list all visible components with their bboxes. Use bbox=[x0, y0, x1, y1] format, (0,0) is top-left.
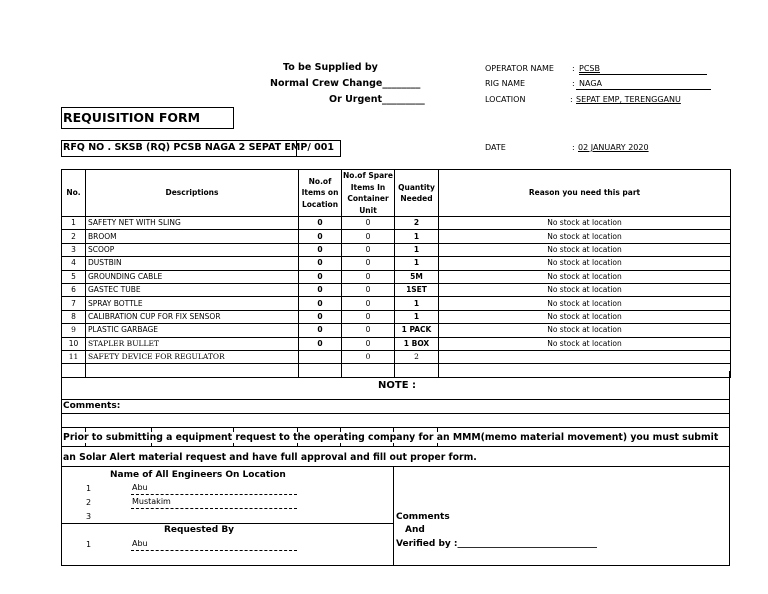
row-no: 7 bbox=[62, 297, 86, 310]
row-desc: STAPLER BULLET bbox=[86, 337, 299, 350]
row-loc: 0 bbox=[299, 230, 342, 243]
supply-line-1: To be Supplied by bbox=[283, 62, 378, 73]
row-desc: SPRAY BOTTLE bbox=[86, 297, 299, 310]
row-spare: 0 bbox=[342, 337, 395, 350]
verify-line-2: And bbox=[405, 525, 425, 535]
row-no: 1 bbox=[62, 217, 86, 230]
note-label: NOTE : bbox=[378, 380, 417, 391]
row-desc: PLASTIC GARBAGE bbox=[86, 324, 299, 337]
table-row bbox=[62, 310, 731, 323]
instruction-line-1: Prior to submitting a equipment request to the operating company for an MMM(memo material movement) you must submit bbox=[63, 432, 719, 443]
row-no: 3 bbox=[62, 243, 86, 256]
row-spare: 0 bbox=[342, 297, 395, 310]
table-row bbox=[62, 257, 731, 270]
comments-bottom-line bbox=[61, 413, 730, 414]
row-loc: 0 bbox=[299, 257, 342, 270]
row-desc: GASTEC TUBE bbox=[86, 283, 299, 296]
form-title-box bbox=[61, 107, 234, 129]
location-colon: : bbox=[570, 95, 573, 104]
table-row bbox=[62, 270, 731, 283]
row-qty: 2 bbox=[395, 217, 439, 230]
verify-line-1: Comments bbox=[396, 512, 450, 522]
row-spare: 0 bbox=[342, 230, 395, 243]
operator-underline bbox=[579, 74, 707, 75]
row-qty: 1 bbox=[395, 230, 439, 243]
row-desc: GROUNDING CABLE bbox=[86, 270, 299, 283]
row-reason: No stock at location bbox=[439, 243, 731, 256]
row-desc: SAFETY DEVICE FOR REGULATOR bbox=[86, 350, 299, 363]
location-label: LOCATION bbox=[485, 95, 526, 104]
rfq-number: RFQ NO . SKSB (RQ) PCSB NAGA 2 SEPAT EMP/ 001 bbox=[63, 142, 334, 153]
row-spare: 0 bbox=[342, 350, 395, 363]
operator-colon: : bbox=[572, 64, 575, 73]
row-loc: 0 bbox=[299, 337, 342, 350]
frame-left bbox=[61, 371, 62, 565]
table-row bbox=[62, 230, 731, 243]
row-loc: 0 bbox=[299, 324, 342, 337]
engineer-no: 1 bbox=[86, 484, 92, 493]
engineer-no: 3 bbox=[86, 512, 92, 521]
row-spare: 0 bbox=[342, 217, 395, 230]
frame-bottom bbox=[61, 565, 730, 566]
col-header-desc: Descriptions bbox=[86, 170, 299, 217]
row-spare: 0 bbox=[342, 270, 395, 283]
operator-value: PCSB bbox=[579, 64, 600, 73]
engineer-line bbox=[131, 494, 297, 495]
row-spare: 0 bbox=[342, 257, 395, 270]
form-title: REQUISITION FORM bbox=[63, 110, 201, 125]
row-qty: 1 bbox=[395, 310, 439, 323]
row-reason: No stock at location bbox=[439, 283, 731, 296]
row-desc: CALIBRATION CUP FOR FIX SENSOR bbox=[86, 310, 299, 323]
requested-heading: Requested By bbox=[164, 525, 235, 535]
date-value: 02 JANUARY 2020 bbox=[578, 143, 649, 152]
row-loc: 0 bbox=[299, 243, 342, 256]
verify-line-3: Verified by :_______________________________ bbox=[396, 539, 597, 549]
instruction-line-1-bottom bbox=[61, 446, 730, 447]
rig-underline bbox=[576, 89, 711, 90]
row-no: 2 bbox=[62, 230, 86, 243]
table-row bbox=[62, 283, 731, 296]
frame-right bbox=[729, 371, 730, 565]
row-no: 11 bbox=[62, 350, 86, 363]
row-loc bbox=[299, 350, 342, 363]
row-spare: 0 bbox=[342, 324, 395, 337]
row-spare: 0 bbox=[342, 283, 395, 296]
section-divider bbox=[393, 466, 394, 565]
row-reason: No stock at location bbox=[439, 297, 731, 310]
row-reason: No stock at location bbox=[439, 324, 731, 337]
row-reason: No stock at location bbox=[439, 310, 731, 323]
row-no: 9 bbox=[62, 324, 86, 337]
col-header-reason: Reason you need this part bbox=[439, 170, 731, 217]
row-reason bbox=[439, 350, 731, 363]
operator-label: OPERATOR NAME bbox=[485, 64, 554, 73]
table-row bbox=[62, 350, 731, 363]
engineer-name: Abu bbox=[132, 483, 148, 492]
row-loc: 0 bbox=[299, 297, 342, 310]
table-row bbox=[62, 337, 731, 350]
table-row bbox=[62, 324, 731, 337]
row-no: 5 bbox=[62, 270, 86, 283]
row-qty: 1 BOX bbox=[395, 337, 439, 350]
row-desc: DUSTBIN bbox=[86, 257, 299, 270]
table-header-row bbox=[62, 170, 731, 217]
row-desc: SCOOP bbox=[86, 243, 299, 256]
row-qty: 1 bbox=[395, 297, 439, 310]
row-spare: 0 bbox=[342, 310, 395, 323]
row-desc: SAFETY NET WITH SLING bbox=[86, 217, 299, 230]
row-no: 6 bbox=[62, 283, 86, 296]
date-colon: : bbox=[572, 143, 575, 152]
row-loc: 0 bbox=[299, 283, 342, 296]
col-header-items-location: No.of Items on Location bbox=[299, 170, 342, 217]
row-reason: No stock at location bbox=[439, 270, 731, 283]
rig-label: RIG NAME bbox=[485, 79, 526, 88]
row-qty: 1SET bbox=[395, 283, 439, 296]
table-row-empty bbox=[62, 364, 731, 377]
supply-line-3: Or Urgent_________ bbox=[329, 94, 425, 105]
row-spare: 0 bbox=[342, 243, 395, 256]
row-loc: 0 bbox=[299, 310, 342, 323]
table-row bbox=[62, 243, 731, 256]
col-header-no: No. bbox=[62, 170, 86, 217]
rig-value: NAGA bbox=[579, 79, 602, 88]
engineer-line bbox=[131, 508, 297, 509]
items-table bbox=[61, 169, 731, 378]
row-reason: No stock at location bbox=[439, 217, 731, 230]
instruction-line-2-bottom bbox=[61, 466, 730, 467]
requested-no: 1 bbox=[86, 540, 92, 549]
engineer-no: 2 bbox=[86, 498, 92, 507]
col-header-spare: No.of Spare Items In Container Unit bbox=[343, 171, 393, 215]
table-row bbox=[62, 217, 731, 230]
comments-label: Comments: bbox=[63, 401, 121, 411]
row-no: 4 bbox=[62, 257, 86, 270]
col-header-qty: Quantity Needed bbox=[395, 170, 439, 217]
row-qty: 5M bbox=[395, 270, 439, 283]
row-desc: BROOM bbox=[86, 230, 299, 243]
requested-line bbox=[131, 550, 297, 551]
row-no: 10 bbox=[62, 337, 86, 350]
blank-line bbox=[61, 427, 730, 428]
rig-colon: : bbox=[572, 79, 575, 88]
row-no: 8 bbox=[62, 310, 86, 323]
engineers-heading: Name of All Engineers On Location bbox=[110, 470, 286, 480]
location-value: SEPAT EMP, TERENGGANU bbox=[576, 95, 681, 104]
row-qty: 2 bbox=[395, 350, 439, 363]
row-qty: 1 PACK bbox=[395, 324, 439, 337]
row-reason: No stock at location bbox=[439, 337, 731, 350]
requested-name: Abu bbox=[132, 539, 148, 548]
note-bottom-line bbox=[61, 399, 730, 400]
instruction-line-2: an Solar Alert material request and have full approval and fill out proper form. bbox=[63, 452, 477, 463]
engineer-name: Mustakim bbox=[132, 497, 171, 506]
row-reason: No stock at location bbox=[439, 230, 731, 243]
date-label: DATE bbox=[485, 143, 506, 152]
requested-top-line bbox=[61, 523, 393, 524]
table-row bbox=[62, 297, 731, 310]
row-qty: 1 bbox=[395, 243, 439, 256]
supply-line-2: Normal Crew Change________ bbox=[270, 78, 421, 89]
row-qty: 1 bbox=[395, 257, 439, 270]
row-loc: 0 bbox=[299, 270, 342, 283]
row-reason: No stock at location bbox=[439, 257, 731, 270]
row-loc: 0 bbox=[299, 217, 342, 230]
